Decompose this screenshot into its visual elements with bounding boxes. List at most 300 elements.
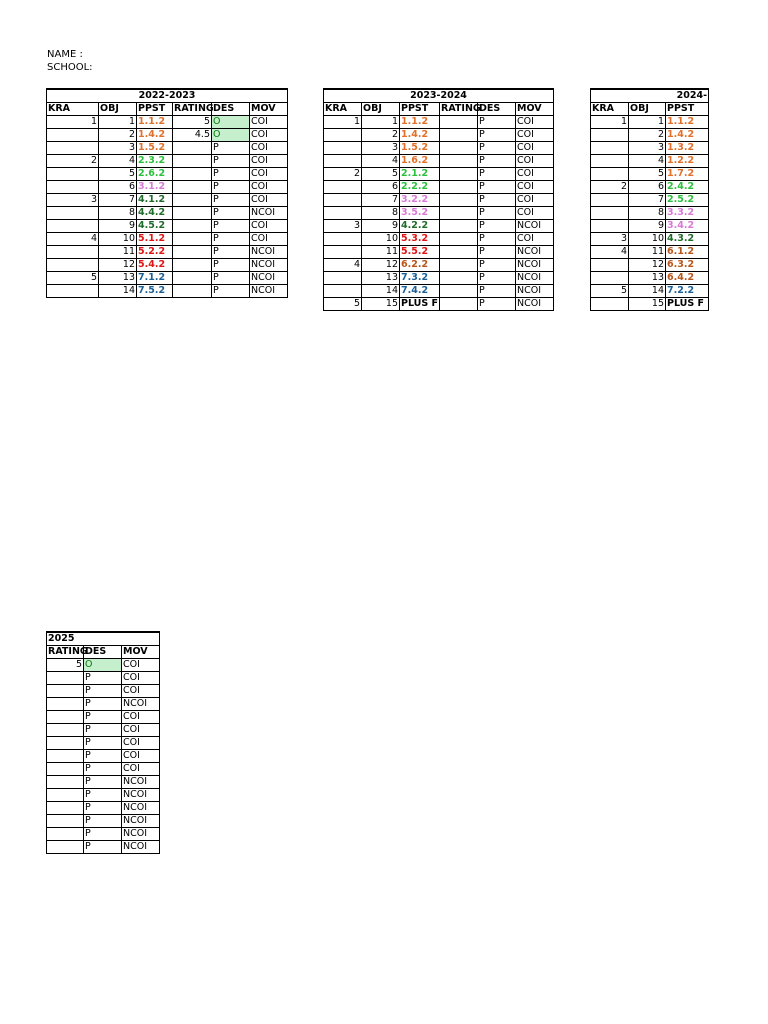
cell-kra: 1 (591, 116, 629, 129)
cell-des: P (212, 233, 250, 246)
cell-rating (47, 685, 84, 698)
cell-rating (47, 698, 84, 711)
cell-kra (324, 246, 362, 259)
table-row (591, 155, 709, 168)
cell-des: P (84, 672, 122, 685)
cell-des: P (478, 129, 516, 142)
cell-kra (591, 168, 629, 181)
cell-mov: NCOI (250, 272, 288, 285)
col-header-mov: MOV (122, 646, 160, 659)
cell-ppst: 1.4.2 (666, 129, 709, 142)
cell-ppst: 1.7.2 (666, 168, 709, 181)
cell-obj: 7 (629, 194, 666, 207)
cell-rating (47, 737, 84, 750)
table-row (47, 246, 288, 259)
cell-kra (591, 207, 629, 220)
table-row (47, 659, 160, 672)
cell-kra (591, 259, 629, 272)
col-header-kra: KRA (591, 103, 629, 116)
cell-ppst: 3.3.2 (666, 207, 709, 220)
cell-des: P (212, 259, 250, 272)
cell-obj: 12 (99, 259, 137, 272)
cell-obj: 14 (362, 285, 400, 298)
cell-des: P (212, 168, 250, 181)
cell-des: P (212, 272, 250, 285)
cell-mov: COI (516, 155, 554, 168)
cell-des: P (478, 272, 516, 285)
cell-rating (173, 272, 212, 285)
cell-mov: COI (122, 672, 160, 685)
cell-mov: COI (250, 194, 288, 207)
cell-des: P (478, 116, 516, 129)
col-header-rating: RATING (48, 646, 88, 657)
cell-kra (47, 246, 99, 259)
cell-kra (591, 155, 629, 168)
cell-kra (47, 129, 99, 142)
cell-des: P (84, 815, 122, 828)
table-row (324, 246, 554, 259)
cell-ppst: 5.5.2 (400, 246, 440, 259)
cell-rating (440, 168, 478, 181)
col-header-des: DES (84, 646, 122, 659)
cell-mov: NCOI (250, 285, 288, 298)
cell-ppst: 1.4.2 (400, 129, 440, 142)
cell-ppst: PLUS F (666, 298, 709, 311)
table-row (591, 233, 709, 246)
cell-des: P (84, 776, 122, 789)
cell-mov: COI (516, 181, 554, 194)
table-row (324, 259, 554, 272)
cell-ppst: 1.5.2 (137, 142, 173, 155)
cell-kra (47, 181, 99, 194)
cell-kra (324, 207, 362, 220)
cell-rating (173, 246, 212, 259)
cell-rating (173, 168, 212, 181)
cell-obj: 11 (99, 246, 137, 259)
cell-obj: 14 (629, 285, 666, 298)
cell-kra: 2 (591, 181, 629, 194)
cell-ppst: 1.1.2 (666, 116, 709, 129)
cell-rating (440, 272, 478, 285)
cell-rating (173, 285, 212, 298)
cell-ppst: 4.3.2 (666, 233, 709, 246)
table-row (47, 220, 288, 233)
cell-mov: COI (122, 724, 160, 737)
table-row (591, 181, 709, 194)
cell-des: P (478, 298, 516, 311)
cell-mov: COI (250, 233, 288, 246)
table-row (324, 155, 554, 168)
cell-rating (47, 711, 84, 724)
cell-obj: 5 (99, 168, 137, 181)
cell-ppst: 1.6.2 (400, 155, 440, 168)
cell-ppst: 3.2.2 (400, 194, 440, 207)
cell-kra (47, 220, 99, 233)
cell-ppst: 6.1.2 (666, 246, 709, 259)
cell-kra (324, 233, 362, 246)
cell-ppst: 3.4.2 (666, 220, 709, 233)
cell-mov: COI (122, 711, 160, 724)
table-row (47, 685, 160, 698)
cell-kra: 2 (47, 155, 99, 168)
cell-kra (324, 142, 362, 155)
cell-des: P (212, 246, 250, 259)
cell-ppst: 3.1.2 (137, 181, 173, 194)
cell-mov: COI (250, 181, 288, 194)
cell-ppst: 7.1.2 (137, 272, 173, 285)
cell-mov: COI (516, 194, 554, 207)
table-row (47, 776, 160, 789)
cell-kra (591, 220, 629, 233)
cell-mov: COI (250, 129, 288, 142)
cell-obj: 5 (629, 168, 666, 181)
cell-rating (173, 259, 212, 272)
table-row (47, 116, 288, 129)
table-row (591, 142, 709, 155)
col-header-mov: MOV (250, 103, 288, 116)
table-row (47, 711, 160, 724)
cell-mov: COI (516, 116, 554, 129)
cell-mov: COI (122, 685, 160, 698)
cell-ppst: 4.5.2 (137, 220, 173, 233)
cell-des: P (84, 737, 122, 750)
cell-kra: 4 (591, 246, 629, 259)
table-row (324, 285, 554, 298)
cell-obj: 5 (362, 168, 400, 181)
cell-kra (324, 194, 362, 207)
col-header-ppst: PPST (666, 103, 709, 116)
cell-ppst: 2.3.2 (137, 155, 173, 168)
table-row (47, 194, 288, 207)
cell-ppst: 1.2.2 (666, 155, 709, 168)
cell-obj: 13 (99, 272, 137, 285)
cell-mov: NCOI (250, 259, 288, 272)
cell-obj: 7 (362, 194, 400, 207)
cell-rating (47, 750, 84, 763)
table-row (324, 116, 554, 129)
table-row (47, 750, 160, 763)
cell-ppst: 2.4.2 (666, 181, 709, 194)
cell-obj: 13 (629, 272, 666, 285)
table-row (324, 194, 554, 207)
cell-des: P (84, 789, 122, 802)
cell-rating (47, 776, 84, 789)
cell-kra: 4 (324, 259, 362, 272)
table-row (47, 763, 160, 776)
cell-rating (440, 259, 478, 272)
cell-mov: NCOI (250, 207, 288, 220)
col-header-ppst: PPST (400, 103, 440, 116)
col-header-obj: OBJ (629, 103, 666, 116)
table-row (324, 272, 554, 285)
cell-obj: 4 (362, 155, 400, 168)
cell-kra: 1 (324, 116, 362, 129)
cell-obj: 9 (362, 220, 400, 233)
cell-ppst: 4.4.2 (137, 207, 173, 220)
cell-des: O (84, 659, 122, 672)
cell-obj: 1 (99, 116, 137, 129)
cell-des: P (84, 763, 122, 776)
cell-rating (440, 207, 478, 220)
table-row (47, 129, 288, 142)
cell-obj: 11 (629, 246, 666, 259)
cell-ppst: 5.4.2 (137, 259, 173, 272)
cell-obj: 15 (362, 298, 400, 311)
table-row (324, 129, 554, 142)
cell-obj: 1 (629, 116, 666, 129)
cell-obj: 8 (99, 207, 137, 220)
cell-des: P (478, 285, 516, 298)
cell-ppst: 6.4.2 (666, 272, 709, 285)
table-2023-2024 (323, 88, 554, 311)
table-row (47, 181, 288, 194)
cell-obj: 8 (629, 207, 666, 220)
cell-obj: 2 (99, 129, 137, 142)
cell-kra: 4 (47, 233, 99, 246)
cell-mov: COI (516, 142, 554, 155)
cell-rating: 5 (173, 116, 212, 129)
cell-obj: 9 (99, 220, 137, 233)
cell-obj: 6 (629, 181, 666, 194)
cell-mov: COI (250, 168, 288, 181)
table-row (47, 672, 160, 685)
cell-obj: 11 (362, 246, 400, 259)
cell-mov: COI (250, 155, 288, 168)
table-2022-2023 (46, 88, 288, 298)
cell-rating (440, 129, 478, 142)
cell-rating (173, 220, 212, 233)
cell-kra (591, 194, 629, 207)
cell-des: P (212, 207, 250, 220)
cell-mov: COI (122, 659, 160, 672)
cell-mov: NCOI (516, 220, 554, 233)
col-header-obj: OBJ (362, 103, 400, 116)
cell-mov: NCOI (250, 246, 288, 259)
cell-mov: NCOI (122, 841, 160, 854)
cell-rating (47, 815, 84, 828)
cell-des: P (84, 828, 122, 841)
cell-obj: 14 (99, 285, 137, 298)
table-row (591, 116, 709, 129)
table-2024 (590, 88, 709, 311)
table-row (324, 298, 554, 311)
table-row (591, 194, 709, 207)
col-header-rating: RATING (174, 103, 214, 114)
table-row (591, 129, 709, 142)
cell-des: P (478, 168, 516, 181)
table-row (47, 155, 288, 168)
cell-des: P (478, 194, 516, 207)
cell-des: O (212, 116, 250, 129)
cell-obj: 10 (99, 233, 137, 246)
cell-kra: 5 (324, 298, 362, 311)
cell-kra: 5 (591, 285, 629, 298)
col-header-mov: MOV (516, 103, 554, 116)
cell-obj: 10 (362, 233, 400, 246)
cell-obj: 8 (362, 207, 400, 220)
cell-ppst: 7.3.2 (400, 272, 440, 285)
cell-obj: 13 (362, 272, 400, 285)
cell-kra: 3 (47, 194, 99, 207)
cell-ppst: 2.6.2 (137, 168, 173, 181)
cell-rating (47, 841, 84, 854)
school-label: SCHOOL: (47, 62, 93, 73)
cell-kra: 3 (591, 233, 629, 246)
cell-rating (440, 116, 478, 129)
cell-rating (47, 789, 84, 802)
cell-rating (440, 142, 478, 155)
table-title: 2024- (591, 89, 709, 103)
cell-kra (324, 155, 362, 168)
cell-rating: 5 (47, 659, 84, 672)
cell-ppst: 1.4.2 (137, 129, 173, 142)
table-row (324, 207, 554, 220)
cell-kra (324, 285, 362, 298)
table-row (324, 181, 554, 194)
cell-des: P (478, 246, 516, 259)
cell-des: P (84, 750, 122, 763)
cell-ppst: 2.1.2 (400, 168, 440, 181)
table-row (47, 285, 288, 298)
cell-obj: 12 (629, 259, 666, 272)
name-label: NAME : (47, 49, 83, 60)
cell-ppst: 1.3.2 (666, 142, 709, 155)
table-row (591, 207, 709, 220)
cell-kra (591, 142, 629, 155)
cell-des: P (84, 724, 122, 737)
table-row (47, 233, 288, 246)
cell-mov: COI (250, 220, 288, 233)
cell-rating (173, 142, 212, 155)
cell-ppst: PLUS F (401, 298, 439, 309)
cell-ppst: 4.1.2 (137, 194, 173, 207)
cell-rating (440, 155, 478, 168)
table-row (47, 841, 160, 854)
table-row (324, 233, 554, 246)
table-row (47, 789, 160, 802)
cell-des: P (212, 155, 250, 168)
cell-ppst: 7.2.2 (666, 285, 709, 298)
cell-ppst: 5.3.2 (400, 233, 440, 246)
cell-obj: 9 (629, 220, 666, 233)
cell-rating (173, 233, 212, 246)
cell-rating (440, 194, 478, 207)
cell-kra: 2 (324, 168, 362, 181)
cell-kra: 1 (47, 116, 99, 129)
cell-ppst: 7.5.2 (137, 285, 173, 298)
cell-kra (324, 272, 362, 285)
cell-des: P (478, 220, 516, 233)
table-row (324, 168, 554, 181)
cell-obj: 4 (629, 155, 666, 168)
cell-obj: 15 (629, 298, 666, 311)
cell-mov: NCOI (122, 789, 160, 802)
table-row (47, 698, 160, 711)
cell-des: P (478, 233, 516, 246)
table-row (591, 298, 709, 311)
table-row (47, 815, 160, 828)
cell-rating (440, 233, 478, 246)
cell-rating (440, 298, 478, 311)
cell-des: P (84, 698, 122, 711)
cell-kra (47, 259, 99, 272)
cell-obj: 3 (629, 142, 666, 155)
cell-rating (173, 155, 212, 168)
cell-des: P (478, 207, 516, 220)
cell-obj: 12 (362, 259, 400, 272)
col-header-kra: KRA (324, 103, 362, 116)
cell-des: P (84, 711, 122, 724)
cell-mov: NCOI (122, 815, 160, 828)
cell-mov: NCOI (516, 259, 554, 272)
table-title: 2022-2023 (47, 89, 288, 103)
cell-ppst: 6.2.2 (400, 259, 440, 272)
cell-obj: 2 (629, 129, 666, 142)
cell-des: P (478, 181, 516, 194)
cell-mov: COI (250, 142, 288, 155)
table-row (47, 802, 160, 815)
cell-mov: COI (516, 168, 554, 181)
table-title: 2023-2024 (324, 89, 554, 103)
cell-kra (47, 168, 99, 181)
cell-kra (591, 129, 629, 142)
cell-mov: COI (122, 763, 160, 776)
col-header-rating: RATING (441, 103, 481, 114)
cell-des: P (212, 220, 250, 233)
cell-kra (47, 207, 99, 220)
table-row (47, 272, 288, 285)
cell-des: P (84, 685, 122, 698)
cell-obj: 7 (99, 194, 137, 207)
cell-mov: NCOI (122, 776, 160, 789)
table-row (47, 259, 288, 272)
cell-ppst: 2.2.2 (400, 181, 440, 194)
cell-mov: COI (516, 129, 554, 142)
cell-rating (47, 724, 84, 737)
cell-ppst: 1.1.2 (137, 116, 173, 129)
cell-obj: 2 (362, 129, 400, 142)
cell-ppst: 4.2.2 (400, 220, 440, 233)
cell-mov: NCOI (122, 698, 160, 711)
cell-kra: 3 (324, 220, 362, 233)
cell-rating (47, 672, 84, 685)
cell-rating (440, 181, 478, 194)
table-row (591, 246, 709, 259)
cell-obj: 10 (629, 233, 666, 246)
cell-obj: 3 (362, 142, 400, 155)
cell-mov: COI (122, 737, 160, 750)
cell-ppst: 7.4.2 (400, 285, 440, 298)
table-row (47, 737, 160, 750)
cell-ppst: 2.5.2 (666, 194, 709, 207)
cell-mov: NCOI (516, 285, 554, 298)
cell-ppst: 5.2.2 (137, 246, 173, 259)
cell-mov: COI (250, 116, 288, 129)
cell-des: P (212, 142, 250, 155)
cell-rating (47, 828, 84, 841)
cell-des: P (212, 285, 250, 298)
cell-des: O (212, 129, 250, 142)
cell-kra (324, 181, 362, 194)
table-row (591, 259, 709, 272)
cell-rating: 4.5 (173, 129, 212, 142)
table-2025 (46, 631, 160, 854)
cell-mov: NCOI (516, 246, 554, 259)
table-row (591, 220, 709, 233)
col-header-des: DES (478, 103, 516, 116)
table-row (591, 285, 709, 298)
cell-des: P (478, 155, 516, 168)
